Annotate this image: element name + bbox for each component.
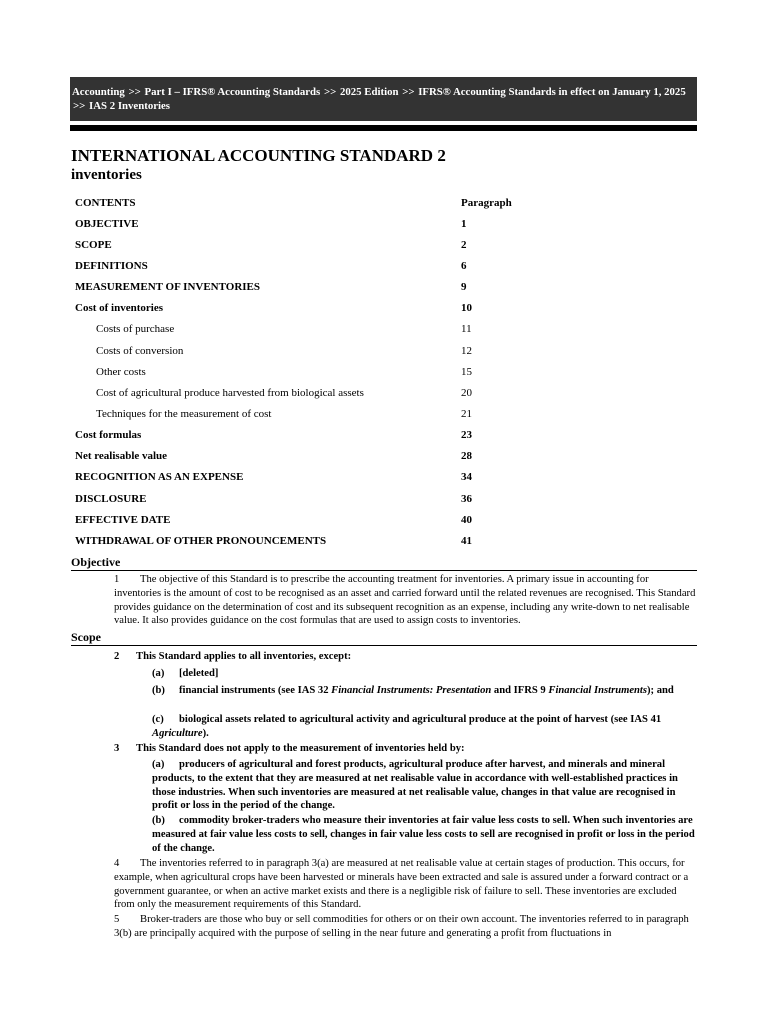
toc-paragraph: 28 [461,450,472,463]
toc-label[interactable]: OBJECTIVE [75,217,139,230]
toc-row[interactable] [75,530,697,551]
paragraph-text: The objective of this Standard is to prescribe the accounting treatment for inventories. A primary issue in accounting for inventories is the amount of cost to be recognised as an asset and carried forward until the related revenues are recognised. This Standard provides guidance on the determination of cost and its subsequent recognition as an expense, including any write-down to net realisable value. It also provides guidance on the cost formulas that are used to assign costs to inventories. [114,574,696,627]
list-text: commodity broker-traders who measure their inventories at fair value less costs to sell. When such inventories are measured at fair value less costs to sell, changes in fair value less costs to sell are recognised in profit or loss in the period of the change. [152,815,695,854]
breadcrumb-link-accounting[interactable]: Accounting [72,86,125,98]
toc-paragraph: 15 [461,365,472,378]
paragraph-1 [114,573,698,628]
toc-row[interactable] [75,488,697,509]
list-text: producers of agricultural and forest products, agricultural produce after harvest, and minerals and mineral products, to the extent that they are measured at net realisable value in accordance with well-established practices in those industries. When such inventories are measured at net realisable value, changes in that value are recognised in profit or loss in the period of the change. [152,759,678,812]
toc-row[interactable] [75,213,697,234]
toc-row[interactable] [75,509,697,530]
contents-column-header: CONTENTS [75,196,136,209]
toc-row[interactable] [75,277,697,298]
toc-row[interactable] [75,319,697,340]
list-item-3a [152,758,698,813]
toc-paragraph: 9 [461,281,467,294]
paragraph-5 [114,913,698,941]
toc-label[interactable]: Costs of purchase [96,323,175,336]
toc-row[interactable] [75,234,697,255]
paragraph-column-header: Paragraph [461,196,512,209]
toc-paragraph: 21 [461,407,472,420]
toc-paragraph: 36 [461,492,472,505]
toc-row[interactable] [75,361,697,382]
toc-paragraph: 34 [461,471,472,484]
paragraph-3 [114,742,698,756]
paragraph-number: 1 [114,574,120,585]
paragraph-text: This Standard does not apply to the measurement of inventories held by: [136,743,465,754]
list-letter: (b) [152,685,165,696]
toc-row[interactable] [75,446,697,467]
toc-row[interactable] [75,340,697,361]
list-text-italic: Financial Instruments: Presentation [331,685,492,696]
toc-row[interactable] [75,425,697,446]
toc-label[interactable]: Cost of agricultural produce harvested from biological assets [96,386,364,399]
list-text: biological assets related to agricultural activity and agricultural produce at the point of harvest (see IAS 41 [179,714,662,725]
toc-label[interactable]: Cost formulas [75,429,142,442]
list-text: [deleted] [179,668,219,679]
list-item-3b [152,814,698,855]
header-rule [70,125,697,131]
toc-label[interactable]: DEFINITIONS [75,259,148,272]
toc-paragraph: 6 [461,259,467,272]
page-title: INTERNATIONAL ACCOUNTING STANDARD 2 [71,146,446,165]
list-text: and IFRS 9 [491,685,549,696]
list-item-2b [152,684,698,698]
paragraph-number: 4 [114,858,120,869]
toc-label[interactable]: Techniques for the measurement of cost [96,407,272,420]
toc-label[interactable]: RECOGNITION AS AN EXPENSE [75,471,244,484]
section-heading-scope: Scope [71,630,697,646]
toc-label[interactable]: Costs of conversion [96,344,184,357]
list-letter: (a) [152,668,165,679]
breadcrumb-separator: >> [73,100,86,112]
list-text-italic: Financial Instruments [548,685,647,696]
breadcrumb-link-ias2[interactable]: IAS 2 Inventories [89,100,170,112]
toc-paragraph: 40 [461,513,472,526]
breadcrumb-link-standards-in-effect[interactable]: IFRS® Accounting Standards in effect on January 1, 2025 [418,86,686,98]
paragraph-number: 5 [114,914,120,925]
toc-label[interactable]: DISCLOSURE [75,492,147,505]
toc-paragraph: 12 [461,344,472,357]
toc-label[interactable]: WITHDRAWAL OF OTHER PRONOUNCEMENTS [75,534,327,547]
paragraph-number: 2 [114,651,120,662]
paragraph-text: This Standard applies to all inventories, except: [136,651,352,662]
toc-label[interactable]: Cost of inventories [75,302,163,315]
toc-row[interactable] [75,298,697,319]
contents-header-row [75,192,697,213]
toc-row[interactable] [75,255,697,276]
paragraph-number: 3 [114,743,120,754]
paragraph-2 [114,650,698,664]
toc-paragraph: 20 [461,386,472,399]
list-letter: (b) [152,815,165,826]
paragraph-text: The inventories referred to in paragraph 3(a) are measured at net realisable value at certain stages of production. This occurs, for example, when agricultural crops have been harvested or minerals have been extracted and sale is assured under a forward contract or a government guarantee, or when an active market exists and there is a negligible risk of failure to sell. These inventories are excluded from only the measurement requirements of this Standard. [114,858,689,911]
list-text: ); and [647,685,674,696]
paragraph-4 [114,857,698,912]
toc-paragraph: 41 [461,534,472,547]
list-text-italic: Agriculture [152,727,203,739]
list-text: financial instruments (see IAS 32 [179,685,332,696]
toc-label[interactable]: EFFECTIVE DATE [75,513,171,526]
breadcrumb-separator: >> [128,86,141,98]
contents-table [75,192,697,551]
breadcrumb-separator: >> [323,86,337,98]
toc-label[interactable]: Net realisable value [75,450,168,463]
list-item-2c [152,713,698,741]
breadcrumb [70,77,697,121]
list-item-2a [152,667,698,681]
toc-row[interactable] [75,403,697,424]
breadcrumb-link-edition[interactable]: 2025 Edition [339,86,399,98]
list-letter: (a) [152,759,165,770]
toc-paragraph: 11 [461,323,472,336]
toc-label[interactable]: Other costs [96,365,146,378]
toc-paragraph: 2 [461,238,467,251]
paragraph-text: Broker-traders are those who buy or sell commodities for others or on their own account. The inventories referred to in paragraph 3(b) are principally acquired with the purpose of selling in the near future and generating a profit from fluctuations in [114,914,689,939]
toc-label[interactable]: MEASUREMENT OF INVENTORIES [75,281,260,294]
breadcrumb-link-part-i[interactable]: Part I – IFRS® Accounting Standards [144,86,321,98]
toc-row[interactable] [75,467,697,488]
toc-paragraph: 1 [461,217,467,230]
list-text: ). [202,727,209,739]
page-subtitle: inventories [71,167,142,183]
toc-paragraph: 23 [461,429,472,442]
toc-row[interactable] [75,382,697,403]
breadcrumb-separator: >> [402,86,415,98]
toc-label[interactable]: SCOPE [75,238,112,251]
list-letter: (c) [152,714,164,725]
toc-paragraph: 10 [461,302,472,315]
section-heading-objective: Objective [71,555,697,571]
